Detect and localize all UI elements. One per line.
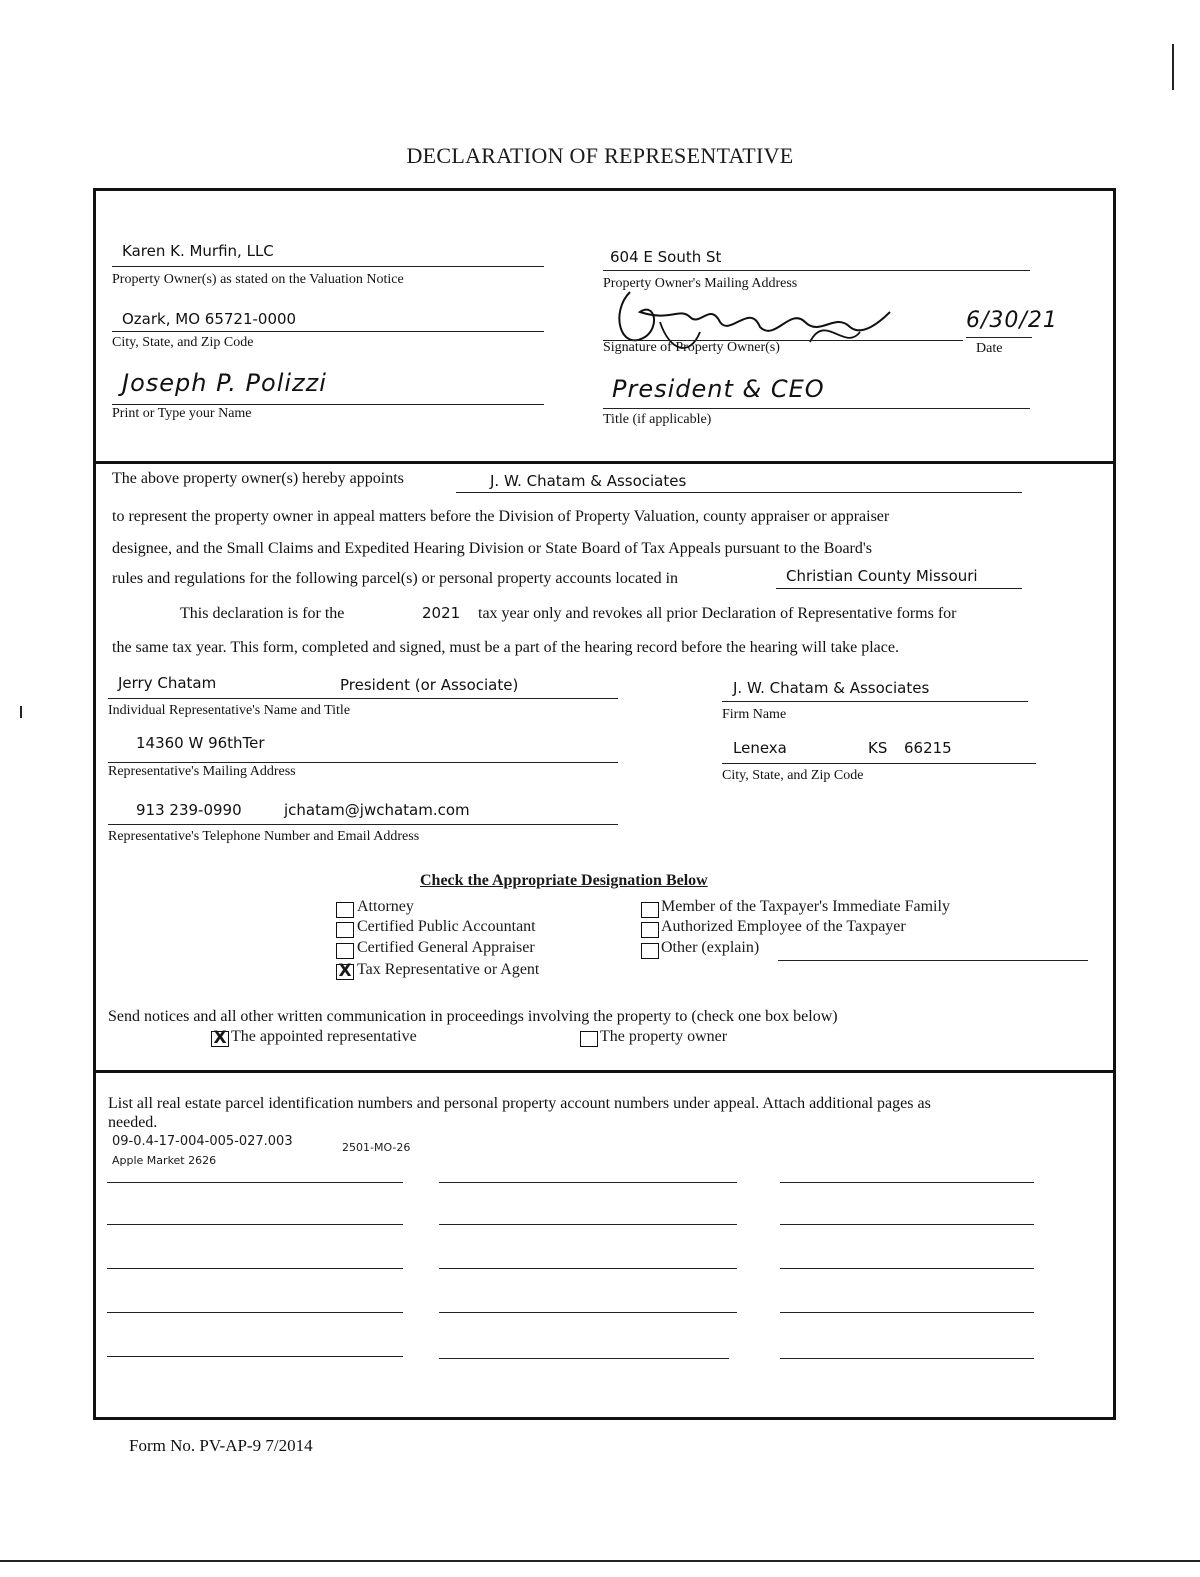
- checkbox-other[interactable]: [641, 943, 659, 959]
- section-divider-parcels: [94, 1070, 1115, 1073]
- section-divider-owner: [94, 461, 1115, 464]
- rep-contact-caption: Representative's Telephone Number and Email Address: [108, 829, 420, 844]
- parcel-line: [107, 1268, 403, 1269]
- parcel-line: [439, 1224, 737, 1225]
- checkbox-appointed-representative[interactable]: X: [211, 1031, 229, 1047]
- checkbox-tax-representative[interactable]: X: [336, 964, 354, 980]
- label-cpa: Certified Public Accountant: [357, 918, 536, 935]
- checkbox-family-member[interactable]: [641, 902, 659, 918]
- parcel-line: [107, 1224, 403, 1225]
- scan-mark: [1172, 44, 1174, 90]
- checkbox-appraiser[interactable]: [336, 943, 354, 959]
- rep-name-line: [108, 698, 618, 699]
- appoint-text-4: rules and regulations for the following parcel(s) or personal property accounts located in: [112, 570, 679, 587]
- label-appointed-representative: The appointed representative: [231, 1028, 417, 1045]
- rep-email-value: jchatam@jwchatam.com: [284, 801, 470, 819]
- appoint-text-2: to represent the property owner in appeal matters before the Division of Property Valuation, county appraiser or appraiser: [112, 508, 890, 525]
- label-tax-representative: Tax Representative or Agent: [357, 961, 540, 978]
- date-caption: Date: [976, 341, 1003, 356]
- rep-state-value: KS: [868, 739, 888, 757]
- label-family-member: Member of the Taxpayer's Immediate Family: [661, 898, 950, 915]
- rep-name-value: Jerry Chatam: [118, 674, 217, 692]
- rep-title-value: President (or Associate): [340, 676, 519, 694]
- firm-caption: Firm Name: [722, 707, 787, 722]
- rep-name-caption: Individual Representative's Name and Title: [108, 703, 351, 718]
- printed-name-caption: Print or Type your Name: [112, 406, 252, 421]
- rep-city-line: [722, 763, 1036, 764]
- rep-address-line: [108, 762, 618, 763]
- checkbox-attorney[interactable]: [336, 902, 354, 918]
- owner-address-value: 604 E South St: [610, 248, 722, 266]
- owner-name-line: [112, 266, 544, 267]
- parcel-line: [439, 1182, 737, 1183]
- rep-city-value: Lenexa: [733, 739, 787, 757]
- printed-name-value: Joseph P. Polizzi: [122, 369, 327, 397]
- parcel-line: [107, 1312, 403, 1313]
- label-property-owner: The property owner: [600, 1028, 728, 1045]
- owner-title-line: [603, 408, 1030, 409]
- parcels-instructions-2: needed.: [108, 1114, 158, 1131]
- parcel-line: [780, 1312, 1034, 1313]
- owner-address-line: [603, 270, 1030, 271]
- parcel-line: [439, 1312, 737, 1313]
- checkbox-authorized-employee[interactable]: [641, 922, 659, 938]
- owner-title-caption: Title (if applicable): [603, 412, 712, 427]
- tax-year-value: 2021: [422, 604, 461, 622]
- appoint-text-6: tax year only and revokes all prior Declaration of Representative forms for: [478, 605, 957, 622]
- location-value: Christian County Missouri: [786, 567, 978, 585]
- scan-edge: [0, 1560, 1200, 1562]
- parcel-line: [780, 1224, 1034, 1225]
- owner-title-value: President & CEO: [612, 375, 825, 403]
- rep-zip-value: 66215: [904, 739, 952, 757]
- firm-line: [722, 701, 1028, 702]
- parcel-1-note: Apple Market 2626: [112, 1154, 217, 1167]
- owner-city-value: Ozark, MO 65721-0000: [122, 310, 297, 328]
- other-explain-line: [778, 960, 1088, 961]
- parcel-line: [780, 1268, 1034, 1269]
- label-authorized-employee: Authorized Employee of the Taxpayer: [661, 918, 906, 935]
- notices-text: Send notices and all other written communication in proceedings involving the property to (check one box below): [108, 1008, 838, 1025]
- location-line: [776, 588, 1022, 589]
- appoint-text-5: This declaration is for the: [180, 605, 345, 622]
- designation-heading: Check the Appropriate Designation Below: [420, 872, 708, 889]
- parcel-line: [439, 1268, 737, 1269]
- parcel-line: [439, 1358, 729, 1359]
- date-line: [966, 337, 1032, 338]
- label-other: Other (explain): [661, 939, 760, 956]
- date-value: 6/30/21: [966, 308, 1058, 333]
- parcel-1-number: 09-0.4-17-004-005-027.003: [112, 1134, 293, 1149]
- parcel-line: [107, 1182, 403, 1183]
- owner-name-caption: Property Owner(s) as stated on the Valuation Notice: [112, 272, 404, 287]
- parcel-line: [780, 1358, 1034, 1359]
- checkbox-cpa[interactable]: [336, 922, 354, 938]
- rep-contact-line: [108, 824, 618, 825]
- rep-city-caption: City, State, and Zip Code: [722, 768, 864, 783]
- owner-address-caption: Property Owner's Mailing Address: [603, 276, 798, 291]
- form-title: DECLARATION OF REPRESENTATIVE: [406, 143, 794, 168]
- owner-city-caption: City, State, and Zip Code: [112, 335, 254, 350]
- appoint-text-3: designee, and the Small Claims and Expedited Hearing Division or State Board of Tax Appeals pursuant to the Board's: [112, 540, 872, 557]
- rep-address-value: 14360 W 96thTer: [136, 734, 265, 752]
- appointee-value: J. W. Chatam & Associates: [490, 472, 687, 490]
- appoint-text-1: The above property owner(s) hereby appoints: [112, 470, 404, 487]
- label-attorney: Attorney: [357, 898, 414, 915]
- checkbox-property-owner[interactable]: [580, 1031, 598, 1047]
- parcel-line: [107, 1356, 403, 1357]
- parcels-instructions-1: List all real estate parcel identification numbers and personal property account numbers under appeal. Attach additional pages as: [108, 1095, 931, 1112]
- owner-city-line: [112, 331, 544, 332]
- rep-address-caption: Representative's Mailing Address: [108, 764, 296, 779]
- rep-phone-value: 913 239-0990: [136, 801, 242, 819]
- printed-name-line: [112, 404, 544, 405]
- owner-name-value: Karen K. Murfin, LLC: [122, 242, 274, 260]
- scan-mark: [20, 706, 22, 718]
- firm-value: J. W. Chatam & Associates: [733, 679, 930, 697]
- appoint-text-7: the same tax year. This form, completed and signed, must be a part of the hearing record before the hearing will take place.: [112, 639, 899, 656]
- label-appraiser: Certified General Appraiser: [357, 939, 535, 956]
- form-number: Form No. PV-AP-9 7/2014: [129, 1436, 313, 1455]
- parcel-line: [780, 1182, 1034, 1183]
- appointee-line: [456, 492, 1022, 493]
- parcel-1-suffix: 2501-MO-26: [342, 1141, 411, 1154]
- signature-caption: Signature of Property Owner(s): [603, 340, 780, 355]
